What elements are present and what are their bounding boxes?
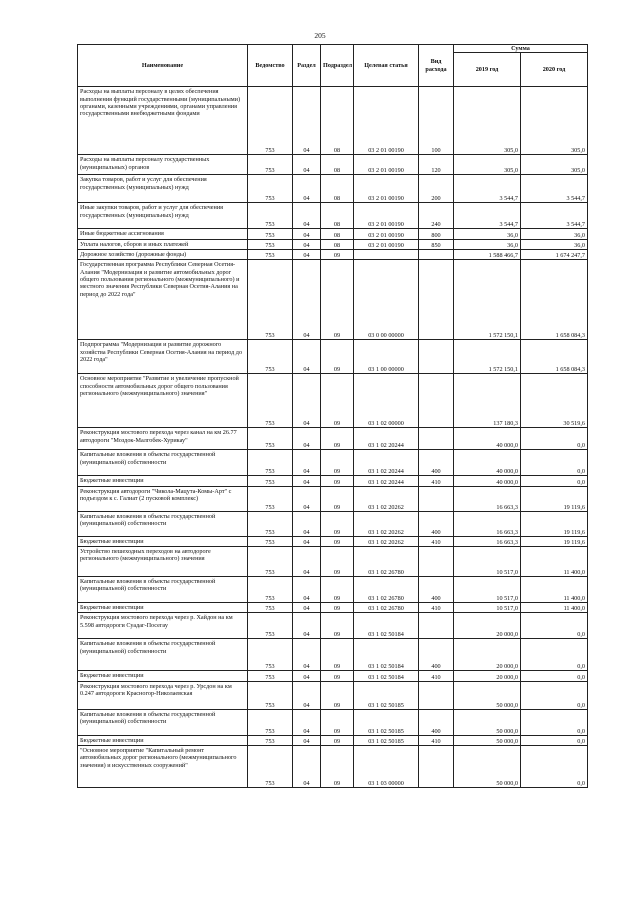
row-name-cell: Бюджетные инвестиции [78, 476, 248, 486]
row-podrazdel-cell: 08 [321, 155, 354, 175]
table-row [78, 486, 588, 511]
row-razdel-cell: 04 [293, 87, 321, 155]
row-ved-cell: 753 [248, 511, 293, 536]
row-vr-cell [419, 486, 454, 511]
row-podrazdel-cell: 08 [321, 239, 354, 249]
row-2020-cell: 0,0 [521, 709, 588, 735]
row-ved-cell: 753 [248, 547, 293, 577]
row-name-cell: Расходы на выплаты персоналу государственных (муниципальных) органов [78, 155, 248, 175]
row-ved-cell: 753 [248, 374, 293, 428]
table-row [78, 547, 588, 577]
table-row [78, 709, 588, 735]
row-2019-cell: 1 572 150,1 [454, 340, 521, 374]
row-podrazdel-cell: 09 [321, 577, 354, 603]
row-podrazdel-cell: 09 [321, 486, 354, 511]
row-2019-cell: 20 000,0 [454, 671, 521, 681]
row-podrazdel-cell: 09 [321, 260, 354, 340]
row-2020-cell: 0,0 [521, 735, 588, 745]
row-vr-cell [419, 340, 454, 374]
row-razdel-cell: 04 [293, 486, 321, 511]
table-row [78, 450, 588, 476]
row-razdel-cell: 04 [293, 547, 321, 577]
row-razdel-cell: 04 [293, 229, 321, 239]
budget-table [77, 44, 588, 788]
row-2020-cell: 30 519,6 [521, 374, 588, 428]
row-razdel-cell: 04 [293, 450, 321, 476]
row-csr-cell: 03 1 02 50184 [354, 671, 419, 681]
row-podrazdel-cell: 09 [321, 340, 354, 374]
row-name-cell: Реконструкция мостового перехода через канал на км 26.77 автодороги "Моздок-Малгобек-Хурикау" [78, 428, 248, 450]
row-vr-cell: 850 [419, 239, 454, 249]
row-2019-cell: 16 663,3 [454, 486, 521, 511]
row-csr-cell: 03 1 02 50185 [354, 681, 419, 709]
row-2020-cell: 1 674 247,7 [521, 250, 588, 260]
row-2019-cell: 16 663,3 [454, 511, 521, 536]
row-2020-cell: 3 544,7 [521, 175, 588, 203]
table-row [78, 239, 588, 249]
header-name: Наименование [78, 45, 248, 87]
row-2020-cell: 11 400,0 [521, 547, 588, 577]
row-2019-cell: 36,0 [454, 229, 521, 239]
row-csr-cell: 03 2 01 00190 [354, 229, 419, 239]
row-ved-cell: 753 [248, 639, 293, 671]
row-2020-cell: 0,0 [521, 671, 588, 681]
header-sum: Сумма [454, 45, 588, 53]
row-ved-cell: 753 [248, 203, 293, 229]
header-vr: Вид расхода [419, 45, 454, 87]
row-2020-cell: 305,0 [521, 87, 588, 155]
row-2019-cell: 40 000,0 [454, 428, 521, 450]
row-name-cell: Государственная программа Республики Северная Осетия-Алания "Модернизация и развитие автомобильных дорог общего пользования регионального (межмуниципального) и местного значения Республики Северная Осетия-Алания на период до 2022 года" [78, 260, 248, 340]
row-csr-cell: 03 1 02 20244 [354, 450, 419, 476]
row-2019-cell: 50 000,0 [454, 681, 521, 709]
row-csr-cell: 03 1 02 26780 [354, 577, 419, 603]
row-podrazdel-cell: 09 [321, 250, 354, 260]
row-vr-cell: 410 [419, 476, 454, 486]
row-podrazdel-cell: 08 [321, 87, 354, 155]
row-podrazdel-cell: 09 [321, 511, 354, 536]
row-podrazdel-cell: 09 [321, 735, 354, 745]
row-vr-cell: 400 [419, 577, 454, 603]
table-row [78, 603, 588, 613]
row-vr-cell: 800 [419, 229, 454, 239]
table-row [78, 155, 588, 175]
row-vr-cell: 410 [419, 536, 454, 546]
row-podrazdel-cell: 08 [321, 175, 354, 203]
row-vr-cell [419, 250, 454, 260]
table-row [78, 639, 588, 671]
row-vr-cell: 200 [419, 175, 454, 203]
row-podrazdel-cell: 09 [321, 745, 354, 787]
row-razdel-cell: 04 [293, 613, 321, 639]
row-csr-cell: 03 2 01 00190 [354, 155, 419, 175]
row-2019-cell: 1 572 150,1 [454, 260, 521, 340]
row-2019-cell: 3 544,7 [454, 203, 521, 229]
row-podrazdel-cell: 08 [321, 229, 354, 239]
row-name-cell: Иные бюджетные ассигнования [78, 229, 248, 239]
row-csr-cell: 03 1 02 50185 [354, 709, 419, 735]
row-ved-cell: 753 [248, 681, 293, 709]
row-2019-cell: 10 517,0 [454, 603, 521, 613]
table-row [78, 260, 588, 340]
row-2020-cell: 305,0 [521, 155, 588, 175]
row-vr-cell: 400 [419, 511, 454, 536]
row-ved-cell: 753 [248, 229, 293, 239]
row-podrazdel-cell: 09 [321, 547, 354, 577]
row-2019-cell: 40 000,0 [454, 476, 521, 486]
row-2019-cell: 50 000,0 [454, 745, 521, 787]
row-razdel-cell: 04 [293, 428, 321, 450]
row-vr-cell: 410 [419, 603, 454, 613]
row-name-cell: Дорожное хозяйство (дорожные фонды) [78, 250, 248, 260]
row-csr-cell: 03 1 02 50184 [354, 613, 419, 639]
row-razdel-cell: 04 [293, 671, 321, 681]
row-podrazdel-cell: 09 [321, 639, 354, 671]
row-razdel-cell: 04 [293, 681, 321, 709]
row-vr-cell: 410 [419, 671, 454, 681]
row-2019-cell: 16 663,3 [454, 536, 521, 546]
row-csr-cell: 03 1 02 26780 [354, 603, 419, 613]
row-ved-cell: 753 [248, 175, 293, 203]
row-2020-cell: 0,0 [521, 745, 588, 787]
row-razdel-cell: 04 [293, 735, 321, 745]
row-2019-cell: 3 544,7 [454, 175, 521, 203]
row-razdel-cell: 04 [293, 476, 321, 486]
row-razdel-cell: 04 [293, 577, 321, 603]
row-razdel-cell: 04 [293, 709, 321, 735]
table-row [78, 745, 588, 787]
row-ved-cell: 753 [248, 450, 293, 476]
row-name-cell: Бюджетные инвестиции [78, 603, 248, 613]
row-name-cell: Капитальные вложения в объекты государственной (муниципальной) собственности [78, 511, 248, 536]
row-podrazdel-cell: 09 [321, 374, 354, 428]
row-razdel-cell: 04 [293, 374, 321, 428]
row-vr-cell: 410 [419, 735, 454, 745]
row-razdel-cell: 04 [293, 155, 321, 175]
table-row [78, 87, 588, 155]
row-2019-cell: 1 588 466,7 [454, 250, 521, 260]
row-ved-cell: 753 [248, 486, 293, 511]
row-name-cell: Капитальные вложения в объекты государственной (муниципальной) собственности [78, 450, 248, 476]
row-2019-cell: 305,0 [454, 87, 521, 155]
row-vr-cell: 400 [419, 450, 454, 476]
row-vr-cell [419, 547, 454, 577]
page-number: 205 [314, 31, 326, 40]
row-vr-cell [419, 428, 454, 450]
row-razdel-cell: 04 [293, 250, 321, 260]
table-row [78, 681, 588, 709]
table-row [78, 536, 588, 546]
row-2019-cell: 20 000,0 [454, 613, 521, 639]
row-vr-cell [419, 260, 454, 340]
row-name-cell: Основное мероприятие "Развитие и увеличение пропускной способности автомобильных дорог общего пользования регионального (межмуниципального) значения" [78, 374, 248, 428]
table-row [78, 340, 588, 374]
table-row [78, 250, 588, 260]
row-razdel-cell: 04 [293, 536, 321, 546]
row-name-cell: Бюджетные инвестиции [78, 671, 248, 681]
row-name-cell: Бюджетные инвестиции [78, 536, 248, 546]
row-csr-cell: 03 1 02 50184 [354, 639, 419, 671]
row-name-cell: Капитальные вложения в объекты государственной (муниципальной) собственности [78, 709, 248, 735]
row-2020-cell: 0,0 [521, 428, 588, 450]
row-podrazdel-cell: 09 [321, 450, 354, 476]
row-ved-cell: 753 [248, 745, 293, 787]
row-vr-cell [419, 613, 454, 639]
row-2020-cell: 1 658 084,3 [521, 260, 588, 340]
table-row [78, 428, 588, 450]
row-name-cell: "Основное мероприятие "Капитальный ремонт автомобильных дорог регионального (межмуниципального значения) и искусственных сооружений" [78, 745, 248, 787]
row-vr-cell: 240 [419, 203, 454, 229]
row-podrazdel-cell: 09 [321, 681, 354, 709]
row-csr-cell: 03 1 02 00000 [354, 374, 419, 428]
row-2020-cell: 0,0 [521, 613, 588, 639]
row-ved-cell: 753 [248, 155, 293, 175]
row-podrazdel-cell: 08 [321, 203, 354, 229]
row-podrazdel-cell: 09 [321, 709, 354, 735]
row-name-cell: Расходы на выплаты персоналу в целях обеспечения выполнения функций государственными (муниципальными) органами, казенными учреждениями, органами управления государственными внебюджетными фондами [78, 87, 248, 155]
table-row [78, 175, 588, 203]
row-2020-cell: 36,0 [521, 239, 588, 249]
row-2020-cell: 1 658 084,3 [521, 340, 588, 374]
row-2020-cell: 19 119,6 [521, 486, 588, 511]
row-csr-cell: 03 0 00 00000 [354, 260, 419, 340]
header-podrazdel: Подраздел [321, 45, 354, 87]
row-csr-cell: 03 2 01 00190 [354, 87, 419, 155]
row-razdel-cell: 04 [293, 745, 321, 787]
row-name-cell: Уплата налогов, сборов и иных платежей [78, 239, 248, 249]
row-2020-cell: 0,0 [521, 639, 588, 671]
header-2020: 2020 год [521, 53, 588, 87]
table-row [78, 613, 588, 639]
header-razdel: Раздел [293, 45, 321, 87]
row-ved-cell: 753 [248, 577, 293, 603]
row-ved-cell: 753 [248, 613, 293, 639]
row-razdel-cell: 04 [293, 340, 321, 374]
row-2019-cell: 137 180,3 [454, 374, 521, 428]
row-csr-cell: 03 2 01 00190 [354, 203, 419, 229]
row-razdel-cell: 04 [293, 639, 321, 671]
row-podrazdel-cell: 09 [321, 613, 354, 639]
row-2019-cell: 20 000,0 [454, 639, 521, 671]
row-razdel-cell: 04 [293, 203, 321, 229]
table-row [78, 374, 588, 428]
row-ved-cell: 753 [248, 603, 293, 613]
row-name-cell: Подпрограмма "Модернизация и развитие дорожного хозяйства Республики Северная Осетия-Алания на период до 2022 года" [78, 340, 248, 374]
row-2020-cell: 36,0 [521, 229, 588, 239]
row-2019-cell: 10 517,0 [454, 547, 521, 577]
row-name-cell: Реконструкция мостового перехода через р. Хайдон на км 5.598 автодороги Суадаг-Посегау [78, 613, 248, 639]
row-name-cell: Реконструкция мостового перехода через р. Урсдон на км 0.247 автодороги Красногор-Николаевская [78, 681, 248, 709]
row-podrazdel-cell: 09 [321, 428, 354, 450]
row-csr-cell: 03 2 01 00190 [354, 175, 419, 203]
row-2020-cell: 11 400,0 [521, 577, 588, 603]
row-2020-cell: 19 119,6 [521, 536, 588, 546]
row-ved-cell: 753 [248, 260, 293, 340]
row-ved-cell: 753 [248, 709, 293, 735]
table-row [78, 203, 588, 229]
row-csr-cell [354, 250, 419, 260]
table-row [78, 476, 588, 486]
table-row [78, 511, 588, 536]
row-csr-cell: 03 1 02 26780 [354, 547, 419, 577]
row-name-cell: Реконструкция автодороги "Чикола-Мацута-Комы-Арт" с подъездом к с. Галиат (2 пусковой комплекс) [78, 486, 248, 511]
row-name-cell: Бюджетные инвестиции [78, 735, 248, 745]
row-vr-cell: 400 [419, 639, 454, 671]
row-csr-cell: 03 1 03 00000 [354, 745, 419, 787]
row-csr-cell: 03 1 02 20244 [354, 428, 419, 450]
row-csr-cell: 03 1 02 50185 [354, 735, 419, 745]
row-ved-cell: 753 [248, 671, 293, 681]
row-2020-cell: 3 544,7 [521, 203, 588, 229]
row-vr-cell: 400 [419, 709, 454, 735]
row-vr-cell [419, 374, 454, 428]
row-ved-cell: 753 [248, 340, 293, 374]
table-row [78, 735, 588, 745]
row-name-cell: Закупка товаров, работ и услуг для обеспечения государственных (муниципальных) нужд [78, 175, 248, 203]
row-ved-cell: 753 [248, 239, 293, 249]
row-name-cell: Иные закупки товаров, работ и услуг для обеспечения государственных (муниципальных) нужд [78, 203, 248, 229]
table-row [78, 671, 588, 681]
row-csr-cell: 03 1 02 20244 [354, 476, 419, 486]
row-2020-cell: 11 400,0 [521, 603, 588, 613]
row-vr-cell [419, 681, 454, 709]
row-ved-cell: 753 [248, 250, 293, 260]
row-csr-cell: 03 1 02 20262 [354, 536, 419, 546]
table-row [78, 229, 588, 239]
row-podrazdel-cell: 09 [321, 671, 354, 681]
row-razdel-cell: 04 [293, 603, 321, 613]
row-2019-cell: 50 000,0 [454, 709, 521, 735]
row-ved-cell: 753 [248, 476, 293, 486]
header-csr: Целевая статья [354, 45, 419, 87]
row-name-cell: Капитальные вложения в объекты государственной (муниципальной) собственности [78, 577, 248, 603]
row-2019-cell: 305,0 [454, 155, 521, 175]
row-2019-cell: 40 000,0 [454, 450, 521, 476]
row-2020-cell: 0,0 [521, 681, 588, 709]
row-ved-cell: 753 [248, 87, 293, 155]
row-2020-cell: 0,0 [521, 450, 588, 476]
table-body [78, 87, 588, 788]
row-vr-cell [419, 745, 454, 787]
header-2019: 2019 год [454, 53, 521, 87]
row-2020-cell: 19 119,6 [521, 511, 588, 536]
row-razdel-cell: 04 [293, 511, 321, 536]
row-csr-cell: 03 1 02 20262 [354, 511, 419, 536]
row-2019-cell: 50 000,0 [454, 735, 521, 745]
row-razdel-cell: 04 [293, 175, 321, 203]
row-csr-cell: 03 2 01 00190 [354, 239, 419, 249]
row-name-cell: Устройство пешеходных переходов на автодороге регионального (межмуниципального) значения [78, 547, 248, 577]
row-csr-cell: 03 1 02 20262 [354, 486, 419, 511]
row-2020-cell: 0,0 [521, 476, 588, 486]
row-ved-cell: 753 [248, 536, 293, 546]
table-row [78, 577, 588, 603]
row-podrazdel-cell: 09 [321, 476, 354, 486]
row-vr-cell: 120 [419, 155, 454, 175]
row-podrazdel-cell: 09 [321, 536, 354, 546]
row-razdel-cell: 04 [293, 260, 321, 340]
row-2019-cell: 10 517,0 [454, 577, 521, 603]
row-2019-cell: 36,0 [454, 239, 521, 249]
row-vr-cell: 100 [419, 87, 454, 155]
header-ved: Ведомство [248, 45, 293, 87]
row-razdel-cell: 04 [293, 239, 321, 249]
row-csr-cell: 03 1 00 00000 [354, 340, 419, 374]
row-podrazdel-cell: 09 [321, 603, 354, 613]
row-name-cell: Капитальные вложения в объекты государственной (муниципальной) собственности [78, 639, 248, 671]
row-ved-cell: 753 [248, 428, 293, 450]
row-ved-cell: 753 [248, 735, 293, 745]
